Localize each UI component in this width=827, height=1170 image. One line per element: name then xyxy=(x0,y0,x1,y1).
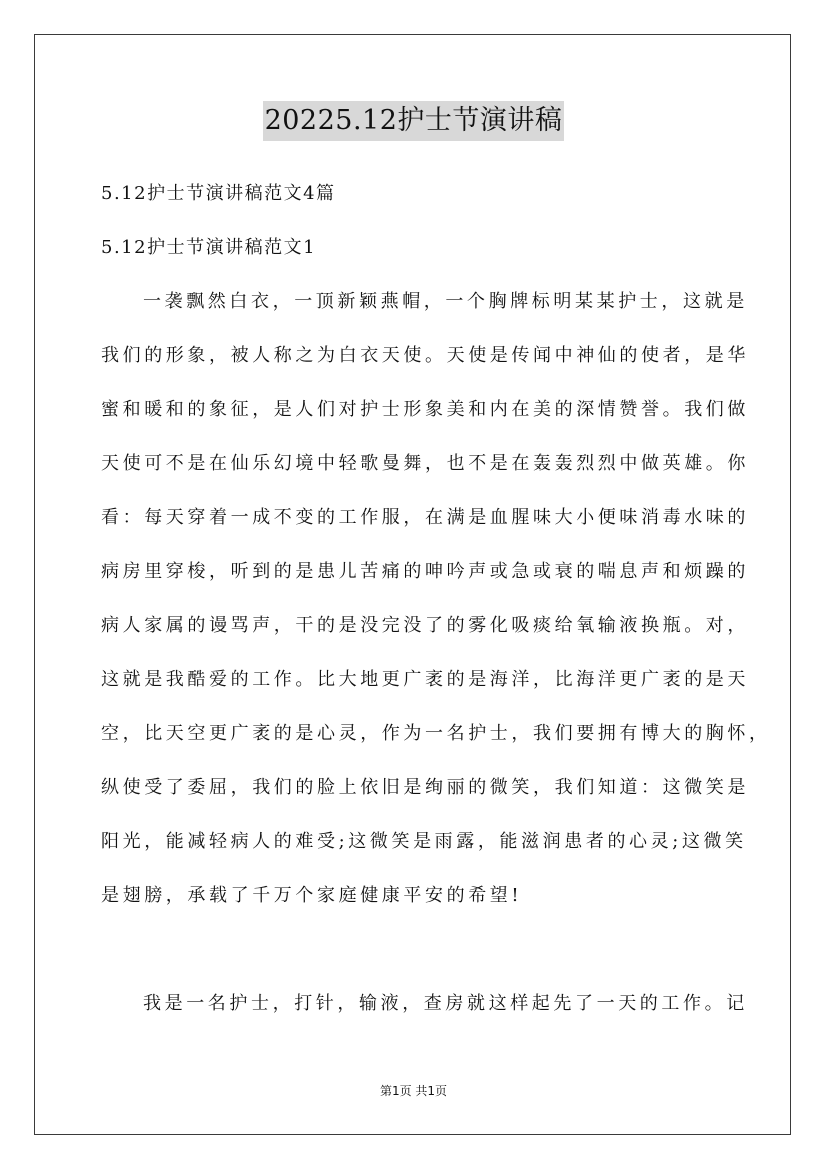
paragraph-line: 天使可不是在仙乐幻境中轻歌曼舞，也不是在轰轰烈烈中做英雄。你 xyxy=(101,453,749,474)
paragraph-line: 这就是我酷爱的工作。比大地更广袤的是海洋，比海洋更广袤的是天 xyxy=(101,669,749,690)
subtitle: 5.12护士节演讲稿范文4篇 xyxy=(101,183,336,204)
paragraph-line: 病人家属的谩骂声，干的是没完没了的雾化吸痰给氧输液换瓶。对， xyxy=(101,615,749,636)
section-heading: 5.12护士节演讲稿范文1 xyxy=(101,237,317,258)
paragraph-line: 我们的形象，被人称之为白衣天使。天使是传闻中神仙的使者，是华 xyxy=(101,345,749,366)
paragraph-line: 阳光，能减轻病人的难受;这微笑是雨露，能滋润患者的心灵;这微笑 xyxy=(101,831,747,852)
paragraph-line: 空，比天空更广袤的是心灵，作为一名护士，我们要拥有博大的胸怀， xyxy=(101,723,771,744)
paragraph-line: 纵使受了委屈，我们的脸上依旧是绚丽的微笑，我们知道：这微笑是 xyxy=(101,777,749,798)
paragraph-line: 我是一名护士，打针，输液，查房就这样起先了一天的工作。记 xyxy=(143,993,748,1014)
page-footer: 第1页 共1页 xyxy=(379,1084,448,1098)
paragraph-line: 一袭飘然白衣，一顶新颖燕帽，一个胸牌标明某某护士，这就是 xyxy=(143,291,748,312)
paragraph-line: 病房里穿梭，听到的是患儿苦痛的呻吟声或急或衰的喘息声和烦躁的 xyxy=(101,561,749,582)
paragraph-line: 是翅膀，承载了千万个家庭健康平安的希望! xyxy=(101,885,523,906)
paragraph-line: 蜜和暖和的象征，是人们对护士形象美和内在美的深情赞誉。我们做 xyxy=(101,399,749,420)
document-title: 20225.12护士节演讲稿 xyxy=(263,101,565,141)
title-wrapper xyxy=(0,101,827,141)
paragraph-line: 看：每天穿着一成不变的工作服，在满是血腥味大小便味消毒水味的 xyxy=(101,507,749,528)
